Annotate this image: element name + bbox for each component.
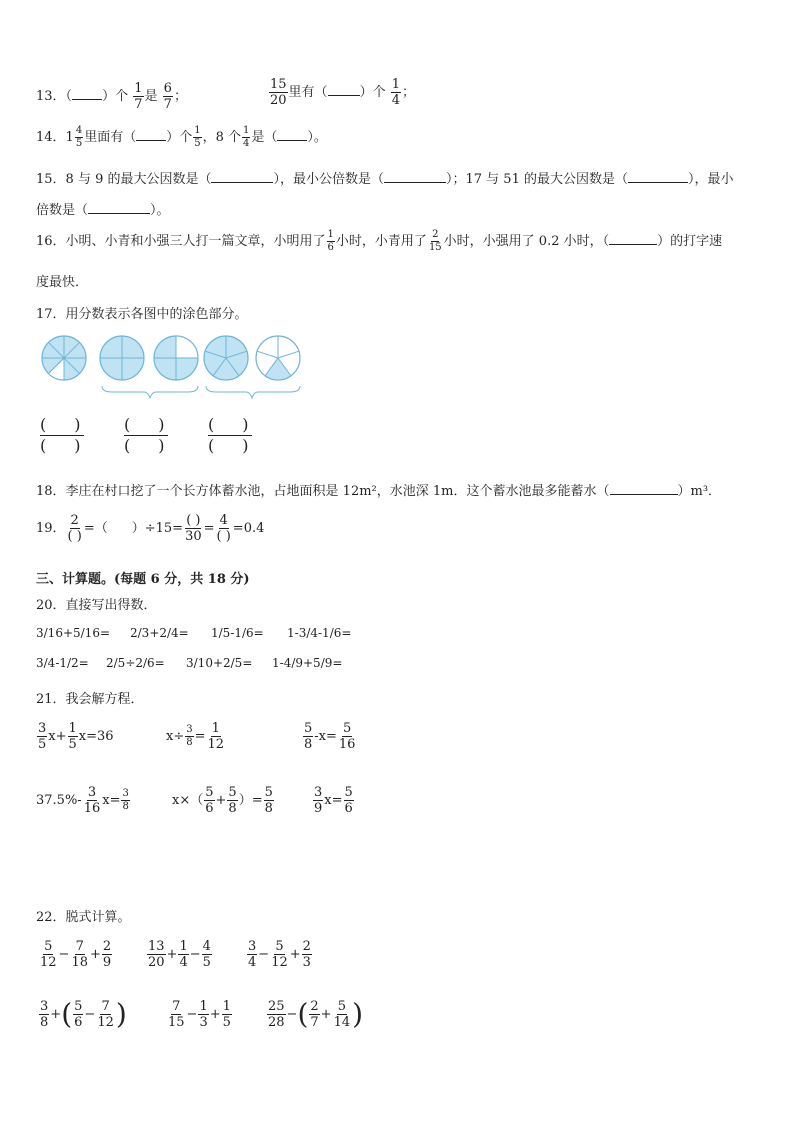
fraction: $\frac{2}{( )}$ <box>67 513 82 544</box>
question-14: 14．1 $\frac{4}{5}$ 里面有（ ）个 $\frac{1}{5}$ ，8 个 $\frac{1}{4}$ 是（ ）。 <box>36 125 327 149</box>
fraction: $\frac{1}{12}$ <box>207 721 225 752</box>
question-13: 13．（ ）个 $\frac{1}{7}$ 是 $\frac{6}{7}$ ； <box>36 81 187 112</box>
fraction: $\frac{1}{4}$ <box>243 125 250 149</box>
fraction: $\frac{( )}{30}$ <box>185 513 202 544</box>
expression-6: $\frac{25}{28}$ −( $\frac{2}{7}$ + $\frac{5}{14}$ ) <box>268 997 364 1031</box>
question-20: 20．直接写出得数． <box>36 598 157 613</box>
fraction: $\frac{5}{12}$ <box>271 939 288 970</box>
answer-fraction-1[interactable]: ( ) ( ) <box>40 416 84 454</box>
fraction: $\frac{1}{4}$ <box>391 77 400 108</box>
fraction: $\frac{3}{4}$ <box>248 939 257 970</box>
circle-fifths-one <box>256 336 300 380</box>
question-21: 21．我会解方程． <box>36 692 144 707</box>
expression-3: $\frac{3}{4}$ − $\frac{5}{12}$ + $\frac{2}{3}$ <box>248 939 311 970</box>
equation-3: $\frac{5}{8}$ -x= $\frac{5}{16}$ <box>304 721 356 752</box>
fraction: $\frac{3}{5}$ <box>38 721 47 752</box>
fraction: $\frac{3}{8}$ <box>40 999 49 1030</box>
question-17: 17．用分数表示各图中的涂色部分。 <box>36 307 248 322</box>
fraction: $\frac{5}{14}$ <box>333 999 351 1030</box>
fraction: $\frac{3}{8}$ <box>122 788 129 812</box>
equation-2: x÷ $\frac{3}{8}$ = $\frac{1}{12}$ <box>166 721 225 752</box>
question-15-line1: 15．8 与 9 的最大公因数是（ ），最小公倍数是（ ）；17 与 51 的最大公因数是（ ），最小 <box>36 172 734 187</box>
fraction: $\frac{2}{3}$ <box>302 939 311 970</box>
fraction: $\frac{25}{28}$ <box>268 999 285 1030</box>
fraction: $\frac{5}{8}$ <box>304 721 313 752</box>
question-19: 19． $\frac{2}{( )}$ =（ ）÷15= $\frac{( )}{30}$ = $\frac{4}{( )}$ =0.4 <box>36 513 265 544</box>
fraction: $\frac{1}{5}$ <box>222 999 231 1030</box>
equation-6: $\frac{3}{9}$ x= $\frac{5}{6}$ <box>314 785 353 816</box>
fraction: $\frac{3}{16}$ <box>83 785 101 816</box>
fraction: $\frac{1}{7}$ <box>134 81 143 112</box>
circle-eighths <box>42 336 86 380</box>
equation-4: 37.5%- $\frac{3}{16}$ x= $\frac{3}{8}$ <box>36 785 129 816</box>
fraction: $\frac{3}{8}$ <box>186 724 193 748</box>
equation-1: $\frac{3}{5}$ x+ $\frac{1}{5}$ x=36 <box>38 721 114 752</box>
question-18: 18．李庄在村口挖了一个长方体蓄水池，占地面积是 12m²，水池深 1m．这个蓄水池最多能蓄水（ ）m³． <box>36 484 722 499</box>
circle-quarters-three <box>154 336 198 380</box>
fraction: $\frac{1}{6}$ <box>327 229 334 253</box>
answer-fraction-3[interactable]: ( ) ( ) <box>208 416 252 454</box>
fraction: $\frac{13}{20}$ <box>148 939 165 970</box>
fraction: $\frac{5}{6}$ <box>74 999 83 1030</box>
fraction: $\frac{2}{7}$ <box>310 999 319 1030</box>
fraction: $\frac{4}{5}$ <box>202 939 211 970</box>
question-13-part2: $\frac{15}{20}$ 里有（ ）个 $\frac{1}{4}$ ； <box>270 77 416 108</box>
fraction: $\frac{5}{8}$ <box>264 785 273 816</box>
fraction: $\frac{15}{20}$ <box>270 77 287 108</box>
fraction: $\frac{2}{9}$ <box>102 939 112 970</box>
fraction: $\frac{5}{6}$ <box>344 785 353 816</box>
fraction: $\frac{1}{4}$ <box>179 939 188 970</box>
expression-1: $\frac{5}{12}$ − $\frac{7}{18}$ + $\frac{2}{9}$ <box>40 939 112 970</box>
expression-2: $\frac{13}{20}$ + $\frac{1}{4}$ − $\frac{4}{5}$ <box>148 939 211 970</box>
shaded-circles-figure <box>40 334 310 404</box>
fraction: $\frac{4}{5}$ <box>75 125 83 149</box>
expression-4: $\frac{3}{8}$ +( $\frac{5}{6}$ − $\frac{7}{12}$ ) <box>40 997 127 1031</box>
q20-row-2: 3/4-1/2= 2/5÷2/6= 3/10+2/5= 1-4/9+5/9= <box>36 656 343 670</box>
circle-fifths-full <box>204 336 248 380</box>
circle-quarters-full <box>100 336 144 380</box>
fraction: $\frac{1}{3}$ <box>199 999 208 1030</box>
question-15-line2: 倍数是（ ）。 <box>36 203 170 218</box>
fraction: $\frac{6}{7}$ <box>163 81 172 112</box>
fraction: $\frac{7}{18}$ <box>71 939 88 970</box>
section-heading: 三、计算题。(每题 6 分，共 18 分) <box>36 572 250 587</box>
fraction: $\frac{5}{12}$ <box>40 939 57 970</box>
fraction: $\frac{7}{12}$ <box>97 999 114 1030</box>
answer-fraction-2[interactable]: ( ) ( ) <box>124 416 168 454</box>
fraction: $\frac{3}{9}$ <box>314 785 323 816</box>
fraction: $\frac{5}{6}$ <box>205 785 214 816</box>
q20-row-1: 3/16+5/16= 2/3+2/4= 1/5-1/6= 1-3/4-1/6= <box>36 626 352 640</box>
fraction: $\frac{2}{15}$ <box>428 229 442 253</box>
fraction: $\frac{5}{8}$ <box>228 785 237 816</box>
fraction: $\frac{1}{5}$ <box>194 125 201 149</box>
question-16-line1: 16．小明、小青和小强三人打一篇文章，小明用了 $\frac{1}{6}$ 小时，小青用了 $\frac{2}{15}$ 小时，小强用了 0.2 小时，（ ）的打字速 <box>36 229 723 253</box>
equation-5: x×（ $\frac{5}{6}$ + $\frac{5}{8}$ ）= $\frac{5}{8}$ <box>172 785 273 816</box>
fraction: $\frac{1}{5}$ <box>68 721 77 752</box>
fraction: $\frac{5}{16}$ <box>338 721 356 752</box>
question-16-line2: 度最快． <box>36 275 89 290</box>
fraction: $\frac{4}{( )}$ <box>216 513 231 544</box>
question-22: 22．脱式计算。 <box>36 910 131 925</box>
fraction: $\frac{7}{15}$ <box>168 999 185 1030</box>
expression-5: $\frac{7}{15}$ − $\frac{1}{3}$ + $\frac{1}{5}$ <box>168 999 231 1030</box>
